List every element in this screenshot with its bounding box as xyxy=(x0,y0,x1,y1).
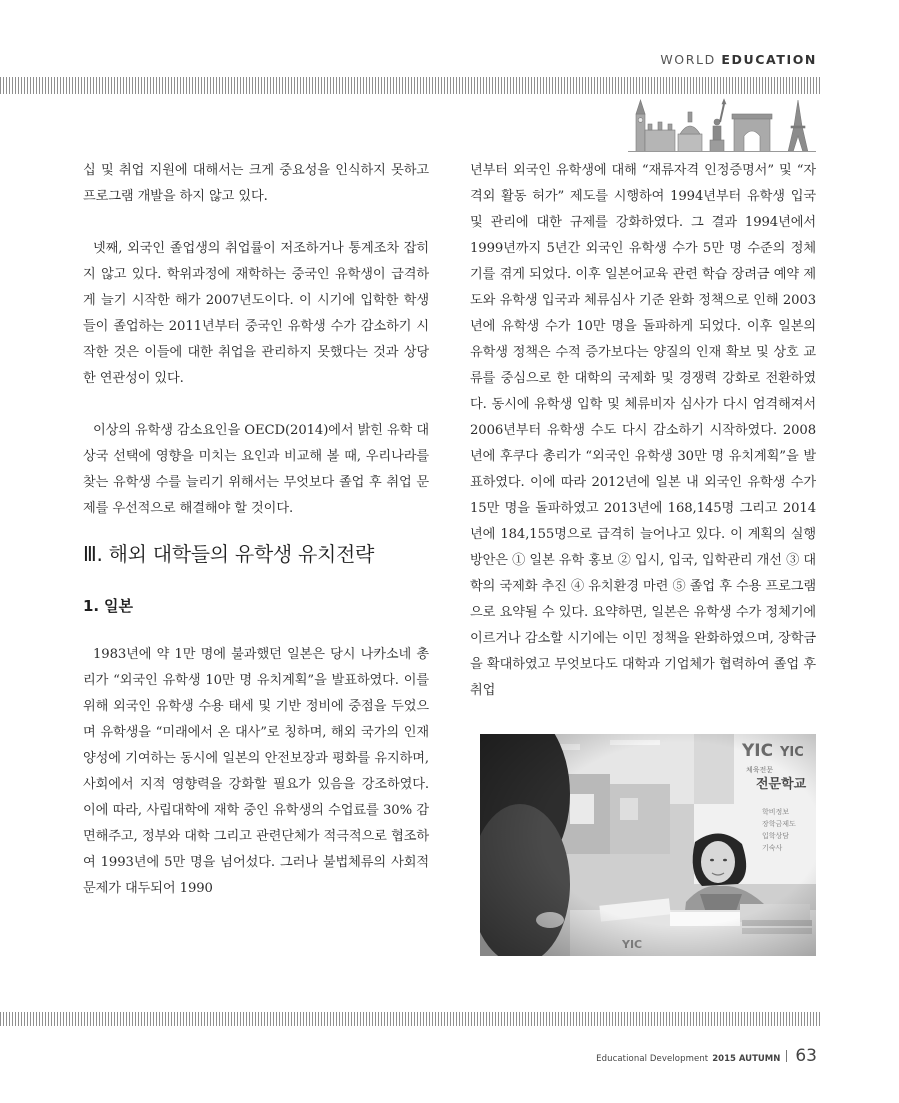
header-label-world: WORLD xyxy=(660,52,716,67)
world-landmarks-illustration xyxy=(628,96,816,152)
section-heading: Ⅲ. 해외 대학들의 유학생 유치전략 xyxy=(83,542,375,566)
right-text-column xyxy=(470,158,816,704)
study-abroad-fair-photo xyxy=(480,734,816,956)
body-paragraph: 넷째, 외국인 졸업생의 취업률이 저조하거나 통계조차 잡히지 않고 있다. 학위과정에 재학하는 중국인 유학생이 급격하게 늘기 시작한 해가 2007년도이다. 이 시기에 입학한 학생들이 졸업하는 2011년부터 중국인 유학생 수가 감소하기 시작한 것은 이들에 대한 취업을 관리하지 못했다는 것과 상당한 연관성이 있다. xyxy=(83,241,429,386)
footer-stripe xyxy=(0,1012,820,1026)
header-section-label xyxy=(660,52,817,67)
footer-divider xyxy=(786,1050,787,1062)
footer-season: 2015 AUTUMN xyxy=(712,1054,781,1064)
body-paragraph: 이상의 유학생 감소요인을 OECD(2014)에서 밝힌 유학 대상국 선택에 영향을 미치는 요인과 비교해 볼 때, 우리나라를 찾는 유학생 수를 늘리기 위해서는 무엇보다 졸업 후 취업 문제를 우선적으로 해결해야 할 것이다. xyxy=(83,423,430,516)
footer-publication: Educational Development xyxy=(596,1054,709,1064)
subsection-heading-japan: 1. 일본 xyxy=(83,597,133,615)
body-paragraph: 1983년에 약 1만 명에 불과했던 일본은 당시 나카소네 총리가 “외국인 유학생 10만 명 유치계획”을 발표하였다. 이를 위해 외국인 유학생 수용 태세 및 기반 정비에 중점을 두었으며 유학생을 “미래에서 온 대사”로 칭하며, 해외 국가의 인재양성에 기여하는 동시에 일본의 안전보장과 평화를 유지하며, 사회에서 지적 영향력을 강화할 필요가 있음을 강조하였다. 이에 따라, 사립대학에 재학 중인 유학생의 수업료를 30% 감면해주고, 정부와 대학 그리고 관련단체가 적극적으로 협조하여 1993년에 5만 명을 넘어섰다. 그러나 불법체류의 사회적 문제가 대두되어 1990 xyxy=(83,647,429,896)
body-paragraph: 년부터 외국인 유학생에 대해 “재류자격 인정증명서” 및 “자격외 활동 허가” 제도를 시행하여 1994년부터 유학생 입국 및 관리에 대한 규제를 강화하였다. 그 결과 1994년에서 1999년까지 5년간 외국인 유학생 수가 5만 명 수준의 정체기를 겪게 되었다. 이후 일본어교육 관련 학습 장려금 예약 제도와 유학생 입국과 체류심사 기준 완화 정책으로 인해 2003년에 유학생 수가 10만 명을 돌파하게 되었다. 이후 일본의 유학생 정책은 수적 증가보다는 양질의 인재 확보 및 상호 교류를 중심으로 한 대학의 국제화 및 경쟁력 강화로 전환하였다. 동시에 유학생 입학 및 체류비자 심사가 다시 엄격해져서 2006년부터 유학생 수도 다시 감소하기 시작하였다. 2008년에 후쿠다 총리가 “외국인 유학생 30만 명 유치계획”을 발표하였다. 이에 따라 2012년에 일본 내 외국인 유학생 수가 15만 명을 돌파하였고 2013년에 168,145명 그리고 2014년에 184,155명으로 급격히 늘어나고 있다. 이 계획의 실행 방안은 ① 일본 유학 홍보 ② 입시, 입국, 입학관리 개선 ③ 대학의 국제화 추진 ④ 유치환경 마련 ⑤ 졸업 후 수용 프로그램으로 요약될 수 있다. 요약하면, 일본은 유학생 수가 정체기에 이르거나 감소할 시기에는 이민 정책을 완화하였으며, 장학금을 확대하였고 무엇보다도 대학과 기업체가 협력하여 졸업 후 취업 xyxy=(470,163,816,698)
left-text-column xyxy=(83,158,429,902)
body-paragraph: 십 및 취업 지원에 대해서는 크게 중요성을 인식하지 못하고 프로그램 개발을 하지 않고 있다. xyxy=(83,163,429,204)
page-number: 63 xyxy=(795,1046,817,1066)
header-label-education: EDUCATION xyxy=(721,52,817,67)
page-footer xyxy=(596,1046,817,1066)
header-stripe xyxy=(0,77,820,94)
